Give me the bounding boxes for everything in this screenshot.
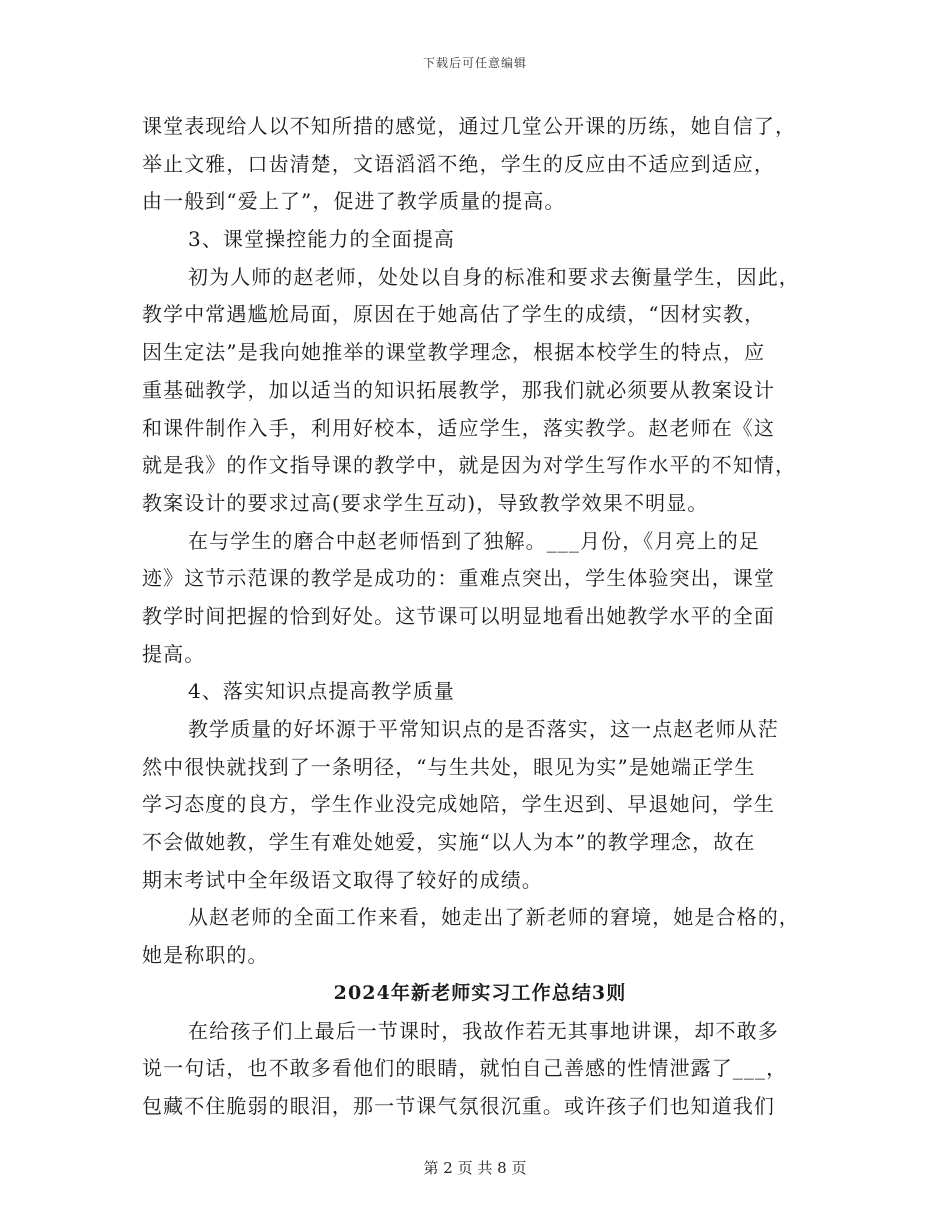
section-heading: 4、落实知识点提高教学质量 — [188, 679, 456, 704]
body-line: 就是我》的作文指导课的教学中，就是因为对学生写作水平的不知情， — [142, 453, 797, 478]
body-line: 教学中常遇尴尬局面，原因在于她高估了学生的成绩，“因材实教， — [142, 302, 766, 327]
body-line: 期末考试中全年级语文取得了较好的成绩。 — [142, 867, 543, 892]
body-line: 学习态度的良方，学生作业没完成她陪，学生迟到、早退她问，学生 — [142, 792, 775, 817]
body-line: 在与学生的磨合中赵老师悟到了独解。___月份，《月亮上的足 — [188, 528, 760, 553]
body-line: 在给孩子们上最后一节课时，我故作若无其事地讲课，却不敢多 — [188, 1018, 779, 1043]
body-line: 她是称职的。 — [142, 943, 269, 968]
body-line: 教学质量的好坏源于平常知识点的是否落实，这一点赵老师从茫 — [188, 717, 779, 741]
body-line: 课堂表现给人以不知所措的感觉，通过几堂公开课的历练，她自信了， — [142, 114, 797, 138]
section-heading: 3、课堂操控能力的全面提高 — [188, 227, 456, 252]
body-line: 因生定法”是我向她推举的课堂教学理念，根据本校学生的特点，应 — [142, 340, 766, 365]
body-line: 由一般到“爱上了”，促进了教学质量的提高。 — [142, 189, 566, 214]
body-line: 提高。 — [142, 641, 206, 666]
body-line: 包藏不住脆弱的眼泪，那一节课气氛很沉重。或许孩子们也知道我们 — [142, 1093, 775, 1118]
body-line: 迹》这节示范课的教学是成功的：重难点突出，学生体验突出，课堂 — [142, 566, 775, 591]
document-title: 2024年新老师实习工作总结3则 — [333, 981, 627, 1004]
body-line: 然中很快就找到了一条明径，“与生共处，眼见为实”是她端正学生 — [142, 754, 756, 779]
body-line: 教案设计的要求过高(要求学生互动)，导致教学效果不明显。 — [142, 490, 709, 515]
body-line: 不会做她教，学生有难处她爱，实施“以人为本”的教学理念，故在 — [142, 830, 756, 855]
body-line: 和课件制作入手，利用好校本，适应学生，落实教学。赵老师在《这 — [142, 415, 775, 440]
body-line: 说一句话，也不敢多看他们的眼睛，就怕自己善感的性情泄露了___， — [142, 1056, 788, 1081]
body-line: 初为人师的赵老师，处处以自身的标准和要求去衡量学生，因此， — [188, 264, 800, 289]
document-body — [142, 108, 810, 1126]
page-footer: 第 2 页 共 8 页 — [423, 1159, 527, 1177]
body-line: 从赵老师的全面工作来看，她走出了新老师的窘境，她是合格的， — [188, 905, 800, 930]
body-line: 教学时间把握的恰到好处。这节课可以明显地看出她教学水平的全面 — [142, 603, 775, 628]
body-line: 重基础教学，加以适当的知识拓展教学，那我们就必须要从教案设计 — [142, 377, 775, 402]
page-header: 下载后可任意编辑 — [422, 56, 527, 70]
body-line: 举止文雅，口齿清楚，文语滔滔不绝，学生的反应由不适应到适应， — [142, 151, 775, 176]
